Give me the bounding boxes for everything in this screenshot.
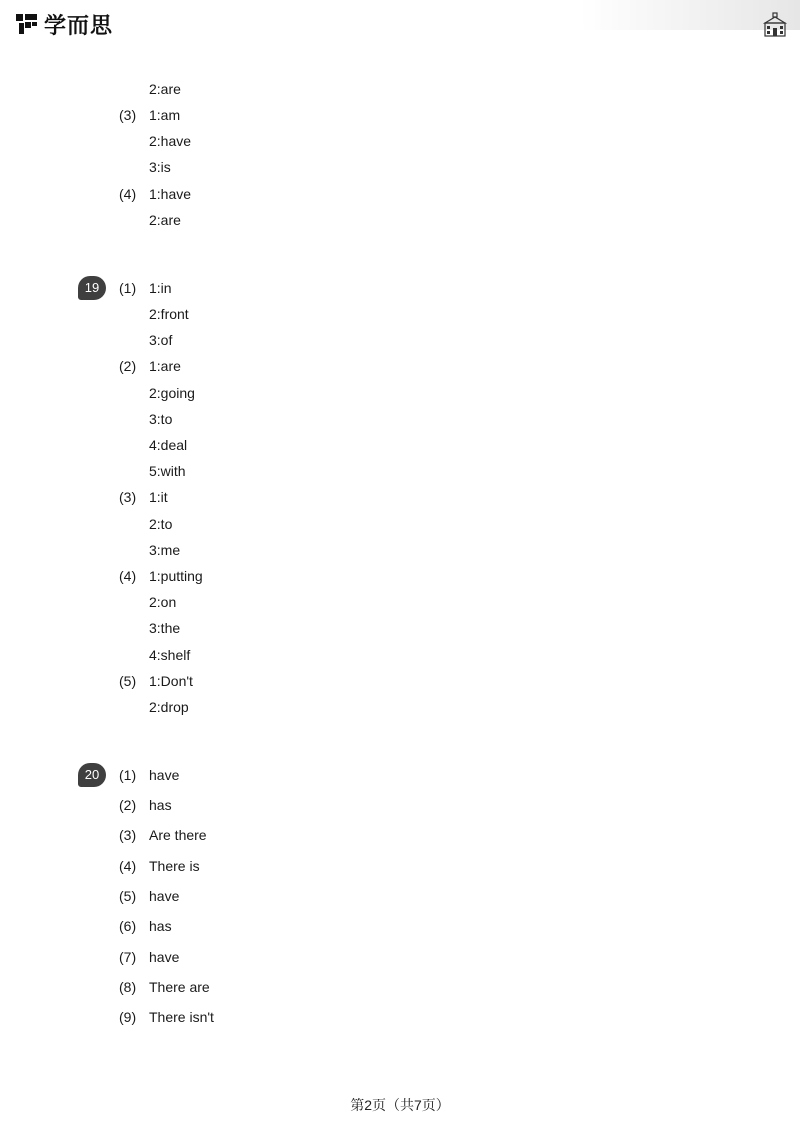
answer-text: 4:deal <box>149 437 188 453</box>
answer-text: has <box>149 918 172 934</box>
answer-text: 2:are <box>149 212 181 228</box>
answer-text: has <box>149 797 172 813</box>
answer-text: There is <box>149 858 200 874</box>
answer-text: 2:have <box>149 133 192 149</box>
part-number: (8) <box>119 979 137 995</box>
answer-text: 1:in <box>149 280 172 296</box>
answer-text: have <box>149 888 180 904</box>
part-number: (6) <box>119 918 137 934</box>
answer-text: There are <box>149 979 210 995</box>
answer-text: 2:on <box>149 594 177 610</box>
answer-text: 1:putting <box>149 568 203 584</box>
part-number: (3) <box>119 107 137 123</box>
part-number: (4) <box>119 186 137 202</box>
part-number: (2) <box>119 797 137 813</box>
answer-text: 4:shelf <box>149 647 191 663</box>
page-number: 第2页（共7页） <box>350 1097 450 1113</box>
brand-name: 学而思 <box>44 12 114 38</box>
answer-text: Are there <box>149 827 207 843</box>
part-number: (3) <box>119 827 137 843</box>
answer-text: 3:to <box>149 411 173 427</box>
answer-text: There isn't <box>149 1009 214 1025</box>
answer-text: 3:of <box>149 332 173 348</box>
answer-text: 3:me <box>149 542 181 558</box>
answer-text: 1:Don't <box>149 673 193 689</box>
part-number: (5) <box>119 673 137 689</box>
part-number: (7) <box>119 949 137 965</box>
answer-text: 3:the <box>149 620 181 636</box>
school-building-icon <box>762 12 788 38</box>
part-number: (1) <box>119 280 137 296</box>
answer-text: 2:front <box>149 306 189 322</box>
answer-text: 2:drop <box>149 699 189 715</box>
answer-text: have <box>149 949 180 965</box>
answer-text: 1:have <box>149 186 192 202</box>
part-number: (4) <box>119 858 137 874</box>
answer-text: 1:are <box>149 358 181 374</box>
answer-text: 3:is <box>149 159 171 175</box>
brand-logo <box>14 10 113 38</box>
part-number: (4) <box>119 568 137 584</box>
answer-text: 5:with <box>149 463 186 479</box>
answer-text: 2:going <box>149 385 195 401</box>
answer-text: have <box>149 767 180 783</box>
xueersi-logo-icon <box>14 11 40 37</box>
answer-text: 1:am <box>149 107 181 123</box>
part-number: (9) <box>119 1009 137 1025</box>
question-number-badge: 19 <box>78 276 106 300</box>
part-number: (3) <box>119 489 137 505</box>
part-number: (2) <box>119 358 137 374</box>
question-number-badge: 20 <box>78 763 106 787</box>
answer-text: 2:to <box>149 516 173 532</box>
answer-text: 1:it <box>149 489 168 505</box>
part-number: (1) <box>119 767 137 783</box>
answer-text: 2:are <box>149 81 181 97</box>
part-number: (5) <box>119 888 137 904</box>
